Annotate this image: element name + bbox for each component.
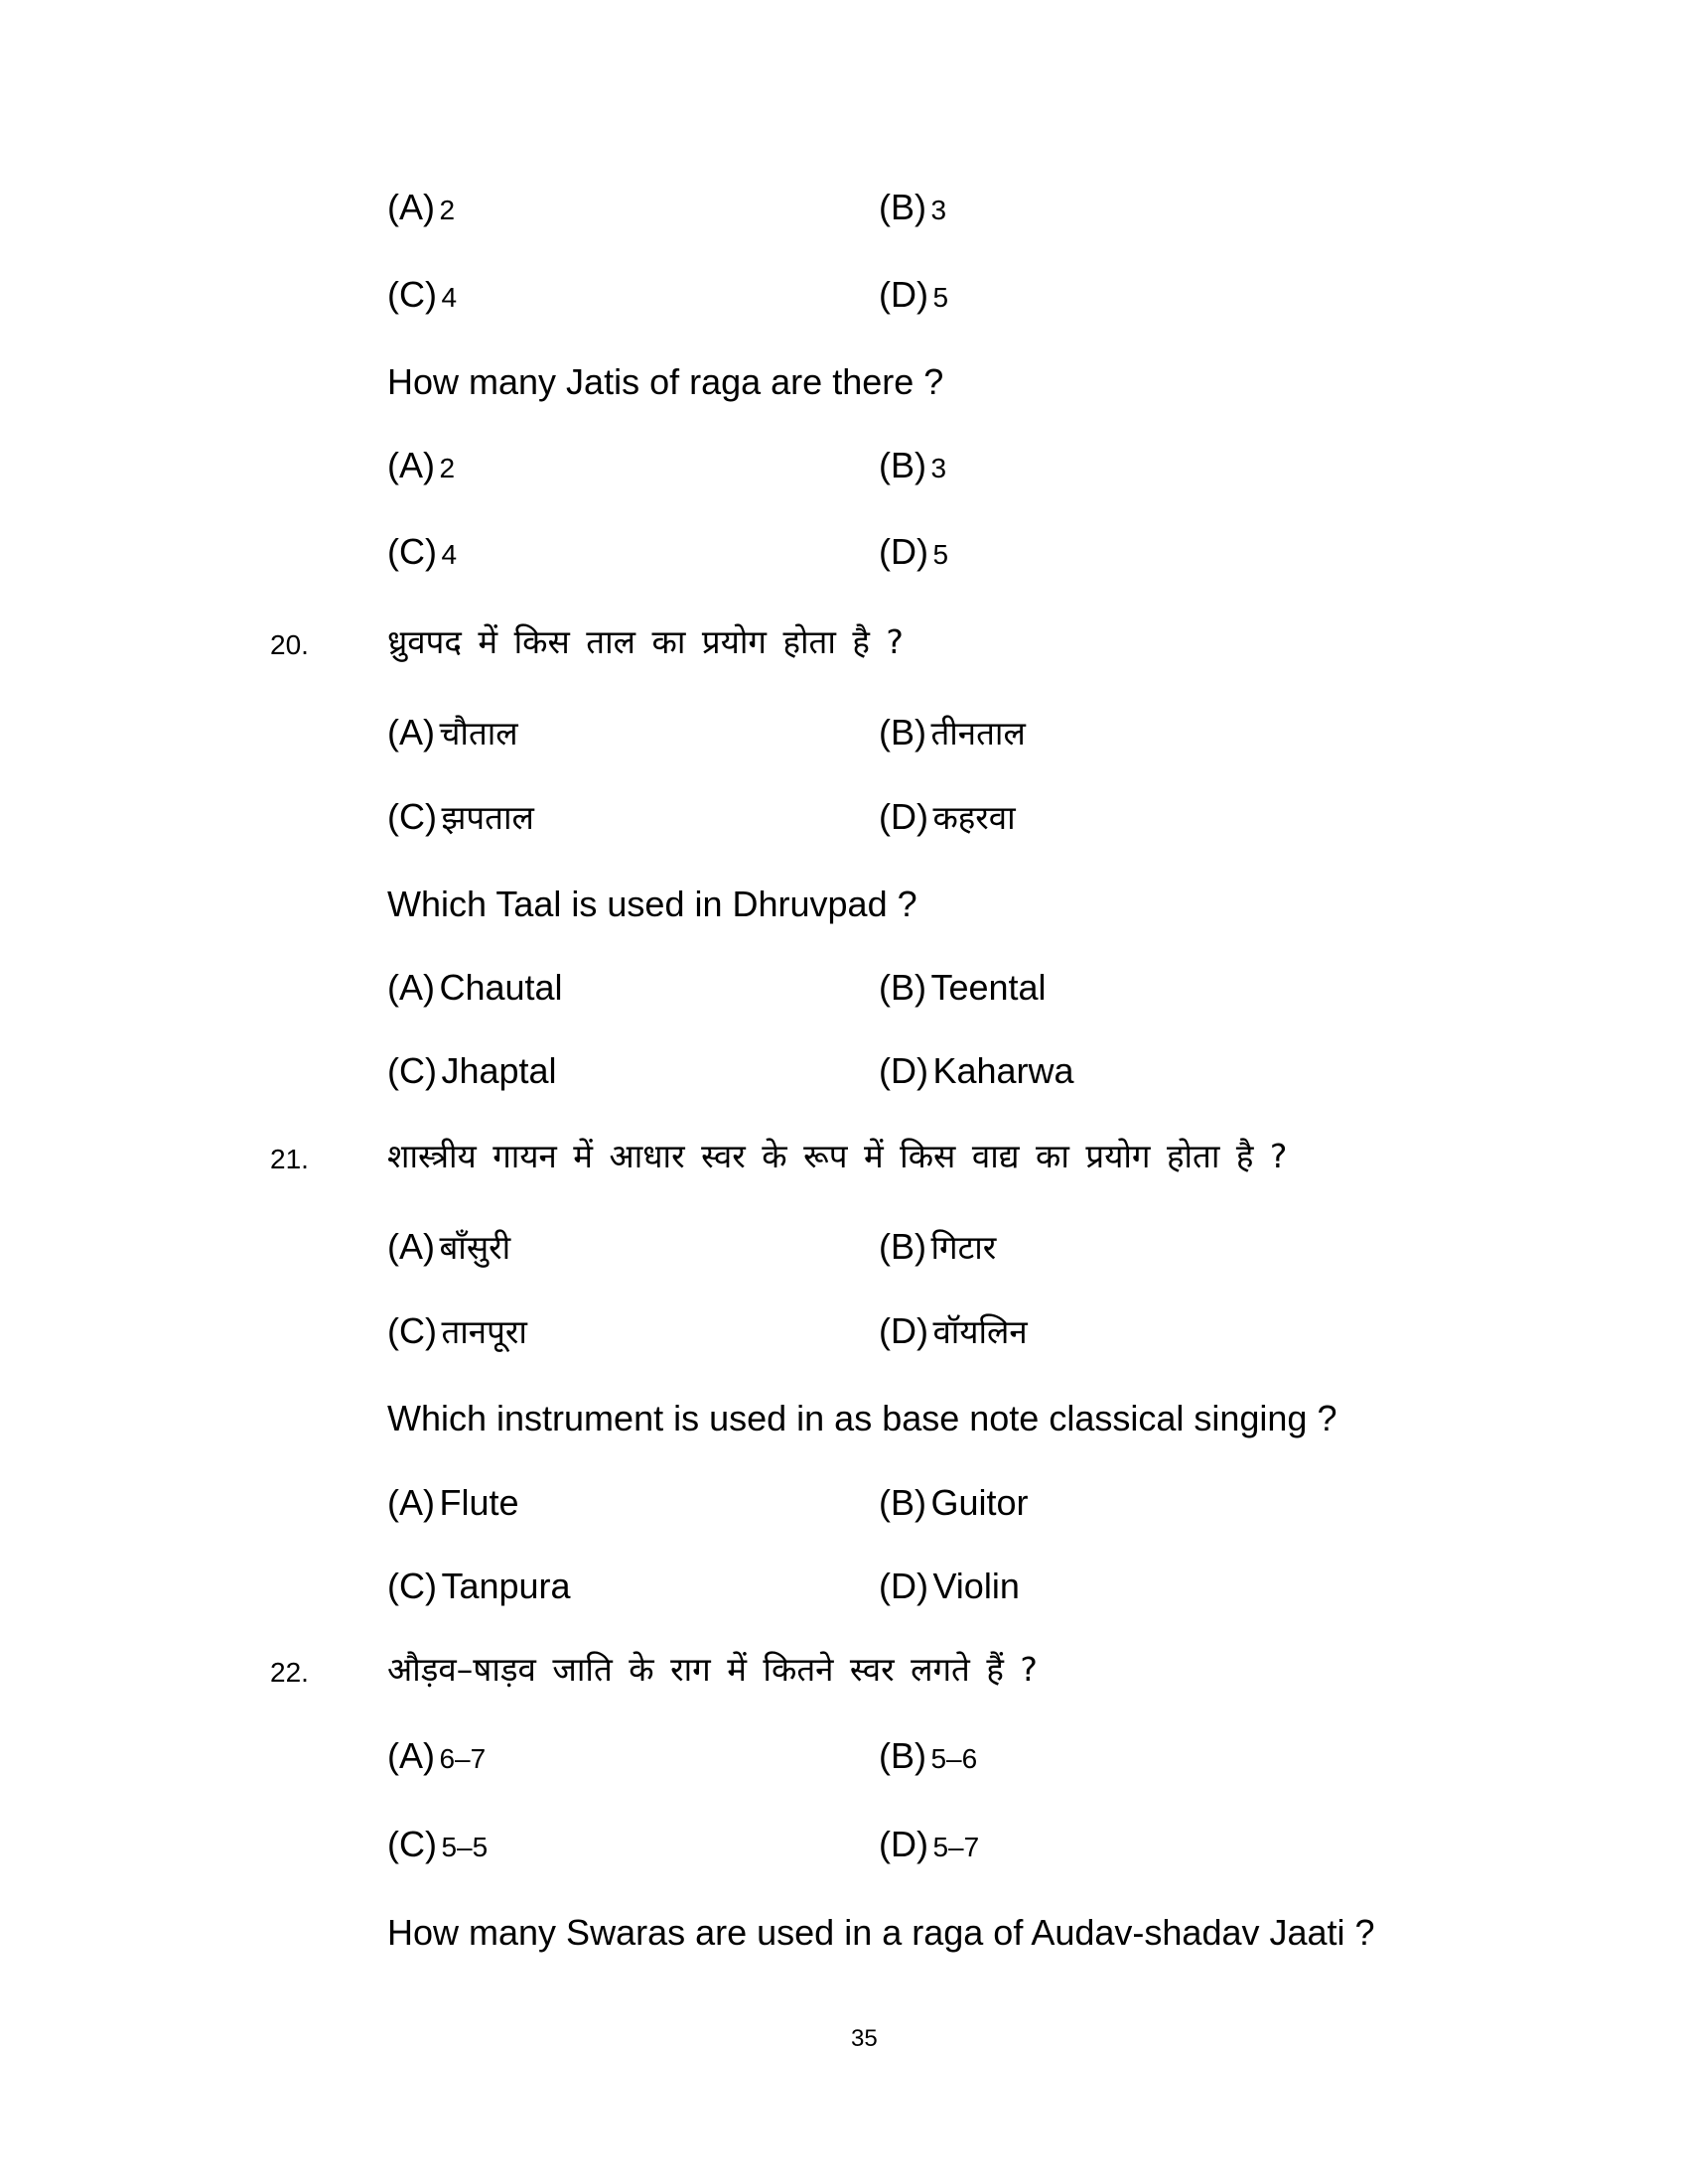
option-d [879, 274, 949, 315]
option-letter: (B) [879, 187, 926, 227]
option-value: Teental [930, 967, 1047, 1008]
option-letter: (A) [387, 445, 435, 485]
option-value: Guitor [930, 1482, 1029, 1523]
option-value: 6–7 [439, 1743, 487, 1774]
option-value: 5–6 [930, 1743, 978, 1774]
option-value: वॉयलिन [932, 1312, 1028, 1351]
option-letter: (C) [387, 1824, 437, 1864]
option-letter: (D) [879, 1310, 928, 1351]
option-d [879, 531, 949, 572]
option-letter: (C) [387, 1566, 437, 1606]
option-b [879, 445, 947, 485]
option-value: तीनताल [930, 714, 1026, 752]
question-number: 22. [270, 1657, 309, 1688]
option-value: कहरवा [932, 798, 1016, 837]
option-letter: (D) [879, 274, 928, 315]
option-letter: (A) [387, 712, 435, 752]
option-letter: (D) [879, 531, 928, 572]
option-value: 2 [439, 453, 456, 483]
option-value: Tanpura [441, 1566, 571, 1606]
option-value: 2 [439, 195, 456, 225]
option-a [387, 187, 456, 227]
option-value: बाँसुरी [439, 1228, 511, 1267]
option-value: Violin [932, 1566, 1020, 1606]
option-letter: (D) [879, 1050, 928, 1091]
question-hindi: औड़व–षाड़व जाति के राग में कितने स्वर लगते हैं ? [387, 1650, 1038, 1689]
option-letter: (D) [879, 1566, 928, 1606]
option-value: Flute [439, 1482, 519, 1523]
option-a [387, 1735, 487, 1776]
option-value: 3 [930, 453, 947, 483]
option-letter: (D) [879, 796, 928, 837]
option-value: Kaharwa [932, 1050, 1074, 1091]
option-b [879, 967, 1047, 1008]
option-c [387, 1310, 527, 1351]
question-hindi: शास्त्रीय गायन में आधार स्वर के रूप में किस वाद्य का प्रयोग होता है ? [387, 1137, 1288, 1175]
question-english: How many Jatis of raga are there ? [387, 361, 944, 402]
option-value: 5–5 [441, 1832, 489, 1862]
option-letter: (C) [387, 274, 437, 315]
option-letter: (C) [387, 531, 437, 572]
option-letter: (B) [879, 1226, 926, 1267]
option-letter: (A) [387, 1226, 435, 1267]
option-a [387, 1482, 519, 1523]
question-number: 20. [270, 629, 309, 660]
question-english: Which instrument is used in as base note classical singing ? [387, 1398, 1337, 1438]
option-letter: (C) [387, 796, 437, 837]
option-b [879, 712, 1026, 752]
option-letter: (D) [879, 1824, 928, 1864]
option-letter: (A) [387, 187, 435, 227]
question-english: How many Swaras are used in a raga of Audav-shadav Jaati ? [387, 1912, 1375, 1953]
page-number: 35 [851, 2025, 878, 2052]
option-a [387, 445, 456, 485]
option-value: गिटार [930, 1228, 997, 1267]
option-letter: (C) [387, 1310, 437, 1351]
option-value: 4 [441, 282, 458, 313]
option-a [387, 712, 518, 752]
option-value: 4 [441, 539, 458, 570]
option-value: झपताल [441, 798, 534, 837]
option-d [879, 1566, 1020, 1606]
option-value: 5–7 [932, 1832, 980, 1862]
option-value: चौताल [439, 714, 518, 752]
option-letter: (B) [879, 967, 926, 1008]
question-hindi: ध्रुवपद में किस ताल का प्रयोग होता है ? [387, 622, 904, 661]
option-d [879, 1050, 1074, 1091]
option-value: Jhaptal [441, 1050, 557, 1091]
option-letter: (B) [879, 712, 926, 752]
option-c [387, 1566, 571, 1606]
option-c [387, 1050, 557, 1091]
option-c [387, 1824, 489, 1864]
option-c [387, 274, 458, 315]
option-b [879, 187, 947, 227]
option-letter: (B) [879, 1482, 926, 1523]
option-b [879, 1482, 1029, 1523]
option-value: 5 [932, 282, 949, 313]
option-c [387, 796, 534, 837]
option-a [387, 967, 563, 1008]
question-english: Which Taal is used in Dhruvpad ? [387, 884, 917, 924]
option-b [879, 1226, 997, 1267]
option-c [387, 531, 458, 572]
option-b [879, 1735, 978, 1776]
option-value: 5 [932, 539, 949, 570]
option-value: तानपूरा [441, 1312, 527, 1351]
option-value: 3 [930, 195, 947, 225]
option-letter: (C) [387, 1050, 437, 1091]
question-number: 21. [270, 1144, 309, 1174]
option-d [879, 1310, 1028, 1351]
option-letter: (A) [387, 1482, 435, 1523]
option-letter: (A) [387, 1735, 435, 1776]
option-value: Chautal [439, 967, 563, 1008]
option-letter: (B) [879, 1735, 926, 1776]
option-letter: (B) [879, 445, 926, 485]
option-a [387, 1226, 511, 1267]
option-d [879, 796, 1016, 837]
option-letter: (A) [387, 967, 435, 1008]
option-d [879, 1824, 980, 1864]
